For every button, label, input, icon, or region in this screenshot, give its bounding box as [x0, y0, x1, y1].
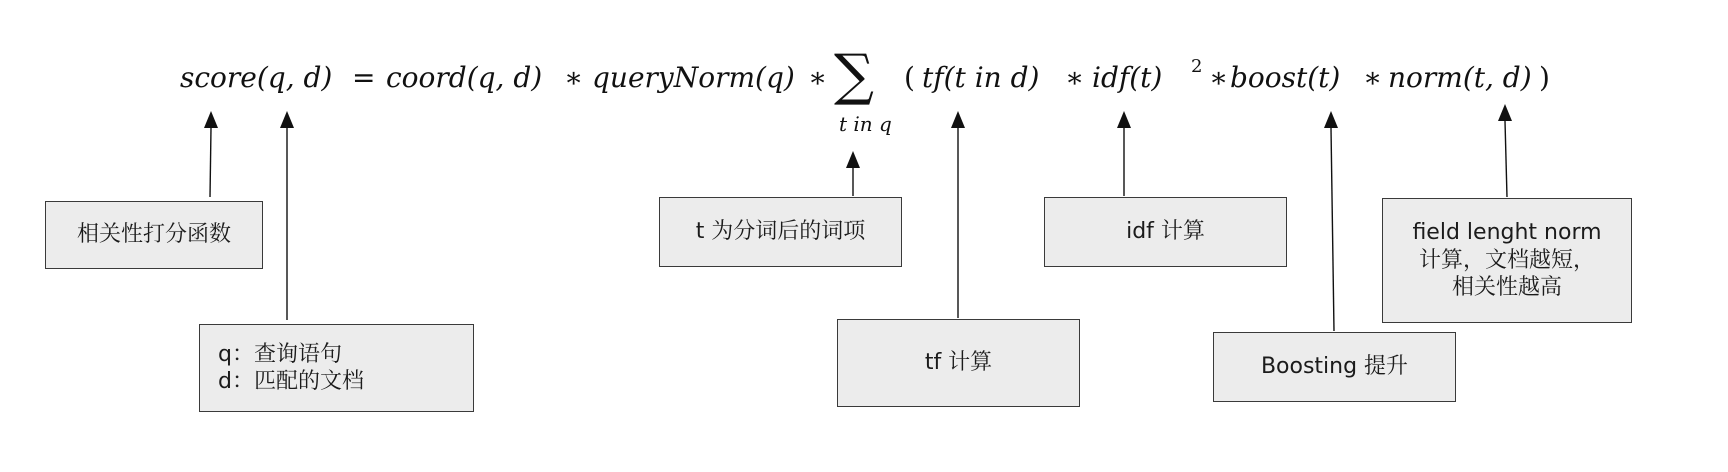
- boosting-box: Boosting 提升: [1213, 332, 1456, 402]
- score-term: score(q, d): [180, 61, 333, 94]
- norm-term: norm(t, d): [1388, 61, 1532, 94]
- idf-box: idf 计算: [1044, 197, 1287, 267]
- multiply-operator-2: ∗: [808, 61, 828, 94]
- norm-arrowhead: [1498, 104, 1512, 121]
- summation-symbol: ∑: [834, 43, 874, 108]
- norm-arrow-line: [1505, 121, 1507, 197]
- idf-arrowhead: [1117, 111, 1131, 128]
- boost-term: boost(t): [1230, 61, 1341, 94]
- query-document-box: q：查询语句 d：匹配的文档: [199, 324, 474, 412]
- coord-term: coord(q, d): [386, 61, 543, 94]
- query-norm-term: queryNorm(q): [592, 61, 795, 94]
- summation-index: t in q: [839, 112, 892, 136]
- idf-term: idf(t): [1092, 61, 1163, 94]
- score-arrow-line: [210, 128, 211, 197]
- equals-sign: =: [352, 61, 376, 94]
- query-doc-arrowhead: [280, 111, 294, 128]
- multiply-operator-3: ∗: [1065, 61, 1085, 94]
- tf-term: tf(t in d): [922, 61, 1040, 94]
- boost-arrowhead: [1324, 111, 1338, 128]
- sum-index-arrowhead: [846, 151, 860, 168]
- idf-power: 2: [1191, 56, 1203, 77]
- field-length-norm-box: field lenght norm 计算，文档越短， 相关性越高: [1382, 198, 1632, 323]
- score-function-box: 相关性打分函数: [45, 201, 263, 269]
- close-parenthesis: ): [1539, 61, 1550, 94]
- multiply-operator-5: ∗: [1363, 61, 1383, 94]
- multiply-operator-1: ∗: [564, 61, 584, 94]
- tf-arrowhead: [951, 111, 965, 128]
- boost-arrow-line: [1331, 128, 1334, 331]
- score-arrowhead: [204, 111, 218, 128]
- tf-box: tf 计算: [837, 319, 1080, 407]
- open-parenthesis: (: [904, 61, 915, 94]
- term-definition-box: t 为分词后的词项: [659, 197, 902, 267]
- multiply-operator-4: ∗: [1209, 61, 1229, 94]
